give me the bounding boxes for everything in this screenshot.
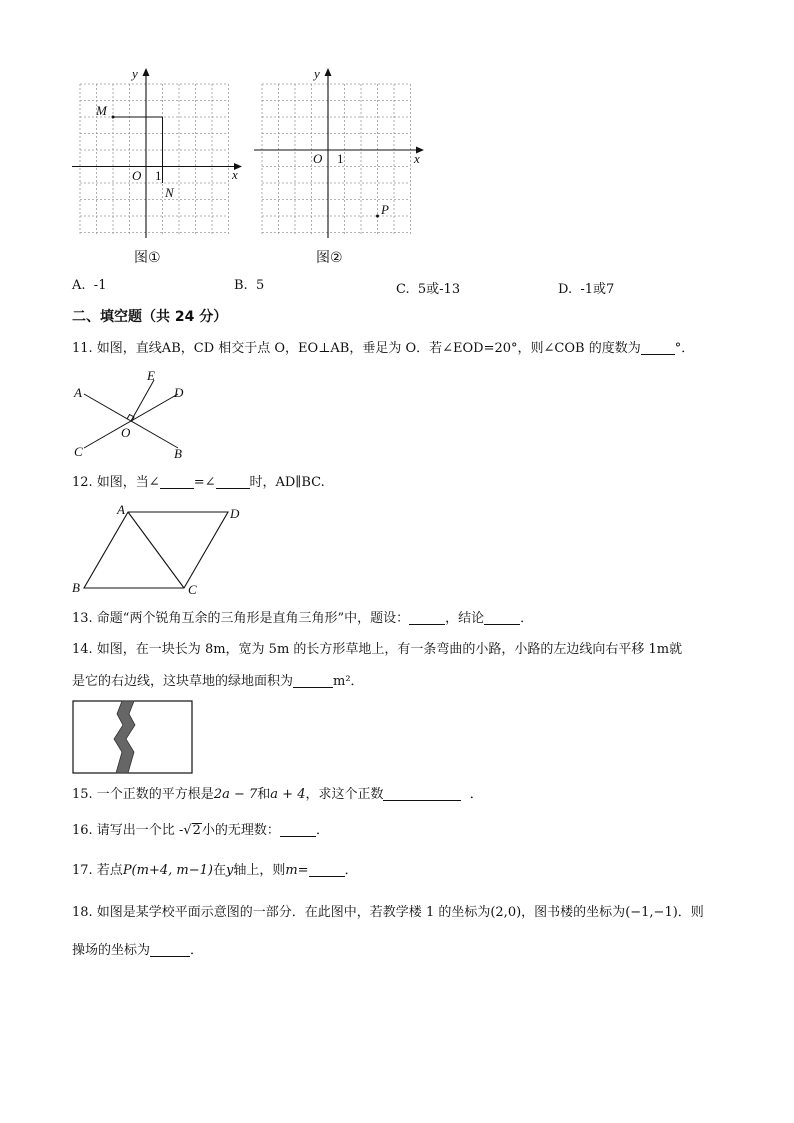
point-m-dot bbox=[112, 116, 115, 119]
point-o-label: O bbox=[121, 425, 131, 440]
question-text: 操场的坐标为 bbox=[72, 943, 151, 958]
question-text: ． bbox=[190, 943, 204, 958]
question-14-line-2 bbox=[72, 673, 364, 691]
point-p-dot bbox=[376, 215, 379, 218]
question-text: ． bbox=[469, 787, 483, 802]
figure-q11 bbox=[70, 368, 190, 462]
radical: 2 bbox=[192, 823, 201, 838]
point-a-label: A bbox=[117, 502, 125, 517]
question-12 bbox=[72, 474, 325, 492]
question-text: ． bbox=[520, 611, 534, 626]
expression-2: a + 4 bbox=[270, 787, 306, 802]
point-expression: P(m+4, m−1) bbox=[122, 863, 213, 878]
grass-rectangle bbox=[73, 701, 192, 773]
question-text: m²． bbox=[333, 674, 364, 689]
unit-label: 1 bbox=[155, 168, 162, 183]
option-b[interactable] bbox=[234, 278, 264, 293]
section-title: 二、填空题（共 24 分） bbox=[72, 309, 228, 325]
question-14-line-1: 14. 如图，在一块长为 8m，宽为 5m 的长方形草地上，有一条弯曲的小路，小路的左边线向右平移 1m就 bbox=[72, 642, 683, 657]
answer-blank[interactable] bbox=[150, 942, 190, 957]
y-axis-label: y bbox=[132, 66, 138, 81]
question-text: 15. 一个正数的平方根是 bbox=[72, 787, 214, 802]
question-text: = bbox=[297, 863, 309, 878]
option-letter: D. bbox=[558, 282, 573, 297]
coordinate-1: (2,0) bbox=[490, 905, 522, 920]
question-text: ． bbox=[315, 823, 329, 838]
option-text: 5 bbox=[255, 278, 265, 293]
figure-q14 bbox=[72, 700, 194, 776]
question-11 bbox=[72, 340, 694, 358]
option-text: -1或7 bbox=[580, 282, 615, 297]
question-text: 13. 命题“两个锐角互余的三角形是直角三角形”中，题设： bbox=[72, 611, 410, 626]
question-text: 18. 如图是某学校平面示意图的一部分．在此图中，若教学楼 1 的坐标为 bbox=[72, 905, 491, 920]
answer-blank[interactable] bbox=[280, 822, 316, 837]
question-text: ，图书楼的坐标为 bbox=[521, 905, 626, 920]
question-18-line-1 bbox=[72, 904, 704, 922]
expression-1: 2a − 7 bbox=[213, 787, 258, 802]
option-text: 5或-13 bbox=[417, 282, 461, 297]
variable-m: m bbox=[285, 863, 298, 878]
figure-1-caption: 图① bbox=[134, 250, 161, 266]
point-c-label: C bbox=[188, 582, 197, 597]
question-17 bbox=[72, 862, 358, 880]
option-letter: B. bbox=[234, 278, 248, 293]
question-text: 和 bbox=[257, 787, 271, 802]
question-16: 16. 请写出一个比 -√2小的无理数： ． bbox=[72, 823, 329, 838]
origin-label: O bbox=[313, 151, 323, 166]
answer-blank[interactable] bbox=[383, 786, 461, 801]
point-m-label: M bbox=[96, 103, 107, 118]
point-n-label: N bbox=[165, 185, 174, 200]
question-text: 轴上，则 bbox=[233, 863, 286, 878]
figure-q12 bbox=[70, 502, 250, 598]
figure-2-caption: 图② bbox=[316, 250, 343, 266]
point-a-label: A bbox=[74, 385, 82, 400]
question-text: 是它的右边线，这块草地的绿地面积为 bbox=[72, 674, 294, 689]
question-text: ，求这个正数 bbox=[305, 787, 384, 802]
figure-1-y-arrow bbox=[143, 68, 150, 76]
option-text: -1 bbox=[93, 278, 107, 293]
answer-blank[interactable] bbox=[309, 862, 345, 877]
option-letter: C. bbox=[396, 282, 410, 297]
figure-1 bbox=[68, 66, 248, 270]
option-a[interactable] bbox=[72, 278, 106, 293]
point-b-label: B bbox=[174, 446, 182, 461]
variable-y: y bbox=[225, 863, 234, 878]
point-d-label: D bbox=[230, 506, 240, 521]
figure-2 bbox=[250, 66, 430, 270]
unit-label: 1 bbox=[337, 151, 344, 166]
question-18-line-2 bbox=[72, 942, 203, 960]
answer-blank[interactable] bbox=[641, 340, 675, 355]
question-text: 12. 如图，当∠ bbox=[72, 475, 160, 490]
option-letter: A. bbox=[72, 278, 86, 293]
question-text: ．则 bbox=[677, 905, 704, 920]
answer-blank-2[interactable] bbox=[216, 474, 250, 489]
y-axis-label: y bbox=[314, 66, 320, 81]
point-p-label: P bbox=[381, 202, 389, 217]
question-text: ，结论 bbox=[445, 611, 485, 626]
option-c[interactable] bbox=[396, 278, 460, 297]
x-axis-label: x bbox=[414, 151, 420, 166]
question-text: =∠ bbox=[193, 475, 216, 490]
origin-label: O bbox=[132, 168, 142, 183]
figure-1-axes bbox=[72, 70, 240, 238]
question-text: 小的无理数： bbox=[201, 823, 280, 838]
question-text: 时，AD∥BC. bbox=[249, 475, 325, 490]
diagonal-ac bbox=[128, 512, 184, 588]
answer-blank-1[interactable] bbox=[160, 474, 194, 489]
question-text: 11. 如图，直线AB，CD 相交于点 O，EO⊥AB，垂足为 O．若∠EOD=20°，则∠COB 的度数为 bbox=[72, 341, 641, 356]
answer-blank[interactable] bbox=[293, 673, 333, 688]
figure-2-y-arrow bbox=[325, 68, 332, 76]
point-d-label: D bbox=[174, 385, 184, 400]
question-text: 16. 请写出一个比 - bbox=[72, 823, 184, 838]
question-text: ． bbox=[344, 863, 358, 878]
point-e-label: E bbox=[147, 368, 155, 383]
x-axis-label: x bbox=[232, 167, 238, 182]
question-text: 在 bbox=[212, 863, 226, 878]
point-c-label: C bbox=[74, 444, 83, 459]
question-15 bbox=[72, 786, 483, 804]
question-text: 17. 若点 bbox=[72, 863, 123, 878]
question-13 bbox=[72, 610, 533, 628]
coordinate-2: (−1,−1) bbox=[625, 905, 678, 920]
answer-blank-2[interactable] bbox=[484, 610, 520, 625]
point-b-label: B bbox=[72, 580, 80, 595]
option-d[interactable] bbox=[558, 278, 614, 297]
question-text: °． bbox=[674, 341, 695, 356]
answer-blank-1[interactable] bbox=[409, 610, 445, 625]
